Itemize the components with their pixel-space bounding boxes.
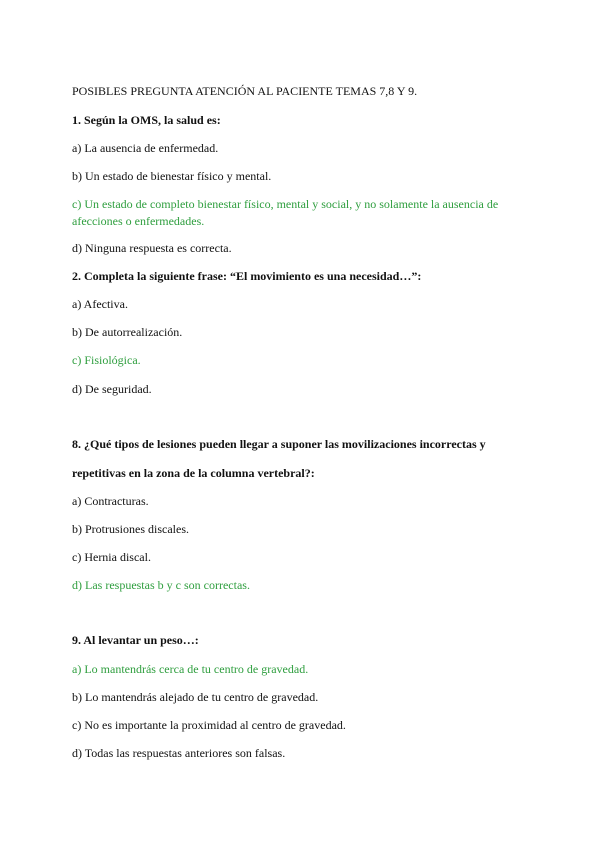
q9-option-d: d) Todas las respuestas anteriores son falsas. (72, 746, 286, 760)
q2-option-a: a) Afectiva. (72, 297, 128, 311)
question-9: 9. Al levantar un peso…: (72, 633, 199, 647)
q9-option-c: c) No es importante la proximidad al centro de gravedad. (72, 718, 346, 732)
q9-option-b: b) Lo mantendrás alejado de tu centro de gravedad. (72, 690, 319, 704)
q9-option-a-correct: a) Lo mantendrás cerca de tu centro de gravedad. (72, 662, 309, 676)
q8-option-b: b) Protrusiones discales. (72, 522, 189, 536)
q1-option-d: d) Ninguna respuesta es correcta. (72, 241, 232, 255)
question-2: 2. Completa la siguiente frase: “El movimiento es una necesidad…”: (72, 269, 422, 283)
question-8-line-1: 8. ¿Qué tipos de lesiones pueden llegar a suponer las movilizaciones incorrectas y (72, 437, 486, 451)
q8-option-d-correct: d) Las respuestas b y c son correctas. (72, 578, 250, 592)
q2-option-b: b) De autorrealización. (72, 325, 183, 339)
q8-option-c: c) Hernia discal. (72, 550, 151, 564)
q2-option-d: d) De seguridad. (72, 382, 152, 396)
q2-option-c-correct: c) Fisiológica. (72, 353, 141, 367)
q1-option-c-correct: c) Un estado de completo bienestar físico, mental y social, y no solamente la ausencia de afecciones o enfermedades. (72, 197, 499, 228)
document-title: POSIBLES PREGUNTA ATENCIÓN AL PACIENTE TEMAS 7,8 Y 9. (72, 84, 418, 98)
q8-option-a: a) Contracturas. (72, 494, 149, 508)
q1-option-a: a) La ausencia de enfermedad. (72, 141, 219, 155)
q1-option-b: b) Un estado de bienestar físico y mental. (72, 169, 272, 183)
question-1: 1. Según la OMS, la salud es: (72, 113, 221, 127)
question-8-line-2: repetitivas en la zona de la columna vertebral?: (72, 466, 315, 480)
